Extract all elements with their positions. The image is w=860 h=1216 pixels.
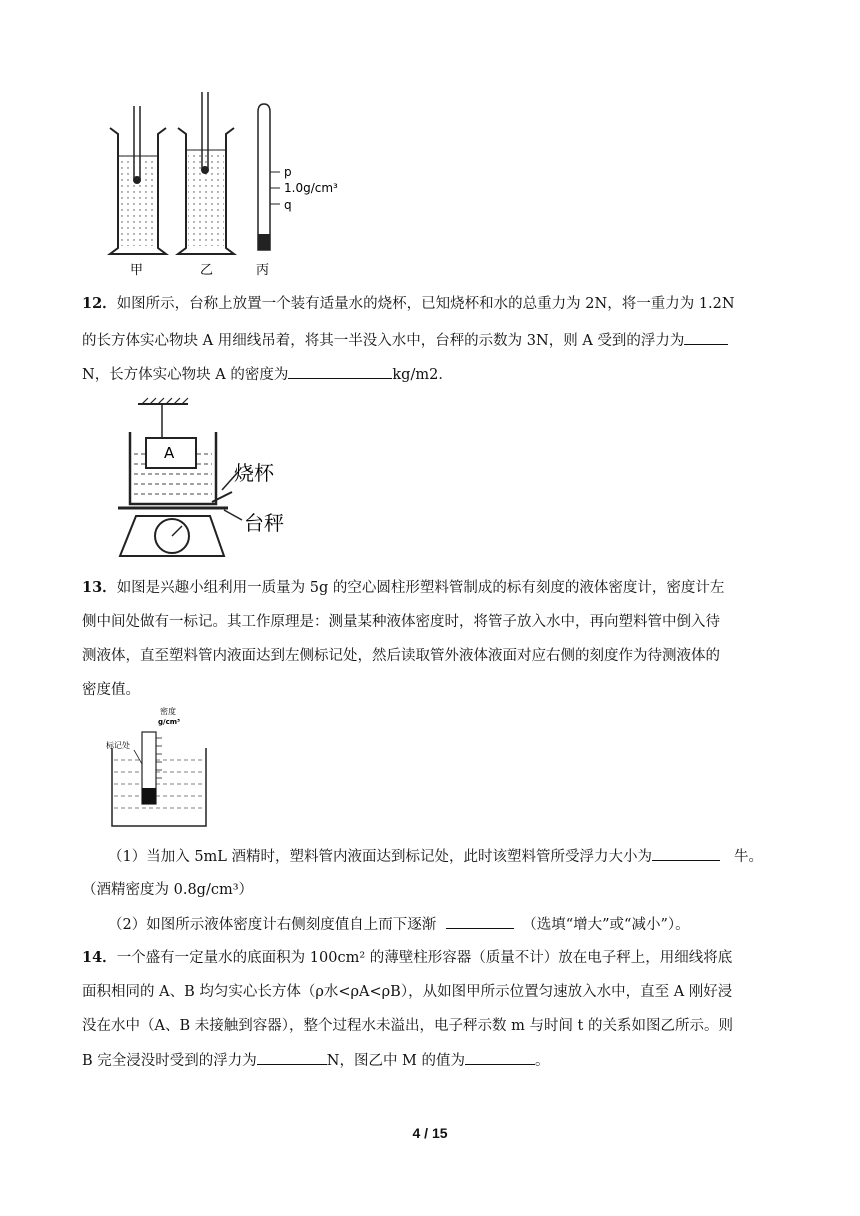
block-a-label: A	[164, 444, 175, 462]
density-unit: g/cm³	[158, 718, 181, 726]
q13-sub2-text: （2）如图所示液体密度计右侧刻度值自上而下逐渐	[108, 917, 437, 933]
q13-sub1-text: （1）当加入 5mL 酒精时，塑料管内液面达到标记处，此时该塑料管所受浮力大小为	[108, 849, 653, 865]
q14-blank-m-value[interactable]	[465, 1050, 535, 1065]
beaker-label: 烧杯	[234, 461, 274, 485]
q13-text-3: 测液体，直至塑料管内液面达到左侧标记处，然后读取管外液体液面对应右侧的刻度作为待测液体的	[82, 648, 720, 664]
fig-label-bing: 丙	[256, 263, 270, 278]
tube-label-1g: 1.0g/cm³	[284, 181, 338, 195]
q12-text-1: 如图所示，台称上放置一个装有适量水的烧杯，已知烧杯和水的总重力为 2N，将一重力为 1.2N	[116, 296, 735, 312]
q13-text-4: 密度值。	[82, 682, 140, 698]
q12-line-2	[82, 330, 728, 351]
q14-text-4b: N，图乙中 M 的值为	[326, 1053, 466, 1069]
tube-label-q: q	[284, 198, 292, 212]
tube-label-p: p	[284, 165, 292, 179]
q14-text-4c: 。	[535, 1053, 550, 1069]
fig-label-jia: 甲	[130, 263, 144, 278]
q13-sub2-line	[108, 914, 690, 935]
q13-line-1	[82, 578, 724, 598]
q14-line-1	[82, 948, 732, 968]
q12-blank-buoyancy[interactable]	[684, 330, 728, 345]
q14-text-2: 面积相同的 A、B 均匀实心长方体（ρ水<ρA<ρB），从如图甲所示位置匀速放入水中，直至 A 刚好浸	[82, 984, 733, 1000]
q13-sub2-hint: （选填“增大”或“减小”）。	[522, 917, 690, 933]
q14-number: 14．	[82, 949, 117, 966]
q14-line-3	[82, 1016, 733, 1036]
q14-text-4a: B 完全浸没时受到的浮力为	[82, 1053, 257, 1069]
q13-sub1-unit: 牛。	[734, 849, 764, 865]
fig-label-yi: 乙	[200, 263, 214, 278]
q12-text-3b: kg/m2．	[392, 367, 453, 383]
q12-number: 12．	[82, 295, 117, 312]
q13-sub1-note	[82, 880, 253, 900]
q14-text-1: 一个盛有一定量水的底面积为 100cm² 的薄壁柱形容器（质量不计）放在电子秤上，用细线将底	[116, 950, 733, 966]
mark-label: 标记处	[106, 741, 130, 750]
q13-line-4	[82, 680, 140, 700]
q12-line-3	[82, 364, 453, 385]
q13-line-3	[82, 646, 720, 666]
q14-line-2	[82, 982, 732, 1002]
q13-line-2	[82, 612, 720, 632]
q12-line-1	[82, 294, 735, 314]
q13-blank-buoyancy[interactable]	[652, 846, 720, 861]
page-number: 4 / 15	[412, 1125, 448, 1141]
q13-text-2: 侧中间处做有一标记。其工作原理是：测量某种液体密度时，将管子放入水中，再向塑料管中倒入待	[82, 614, 720, 630]
q13-alcohol-density: （酒精密度为 0.8g/cm³）	[82, 882, 254, 898]
scale-label: 台秤	[244, 511, 284, 535]
q14-blank-buoyancy[interactable]	[257, 1050, 327, 1065]
figure-density-tubes	[90, 88, 380, 288]
q12-blank-density[interactable]	[288, 364, 392, 379]
q14-line-4	[82, 1050, 550, 1071]
q13-sub1-line	[108, 846, 763, 867]
figure-beaker-scale	[110, 396, 310, 564]
q14-text-3: 没在水中（A、B 未接触到容器），整个过程水未溢出，电子秤示数 m 与时间 t 的关系如图乙所示。则	[82, 1018, 733, 1034]
q12-text-2: 的长方体实心物块 A 用细线吊着，将其一半没入水中，台秤的示数为 3N，则 A 受到的浮力为	[82, 333, 685, 349]
figure-density-meter	[100, 702, 220, 834]
density-label: 密度	[160, 707, 176, 716]
q13-number: 13．	[82, 579, 117, 596]
q13-blank-trend[interactable]	[446, 914, 514, 929]
q12-text-3a: N，长方体实心物块 A 的密度为	[82, 367, 289, 383]
q13-text-1: 如图是兴趣小组利用一质量为 5g 的空心圆柱形塑料管制成的标有刻度的液体密度计，密度计左	[116, 580, 725, 596]
